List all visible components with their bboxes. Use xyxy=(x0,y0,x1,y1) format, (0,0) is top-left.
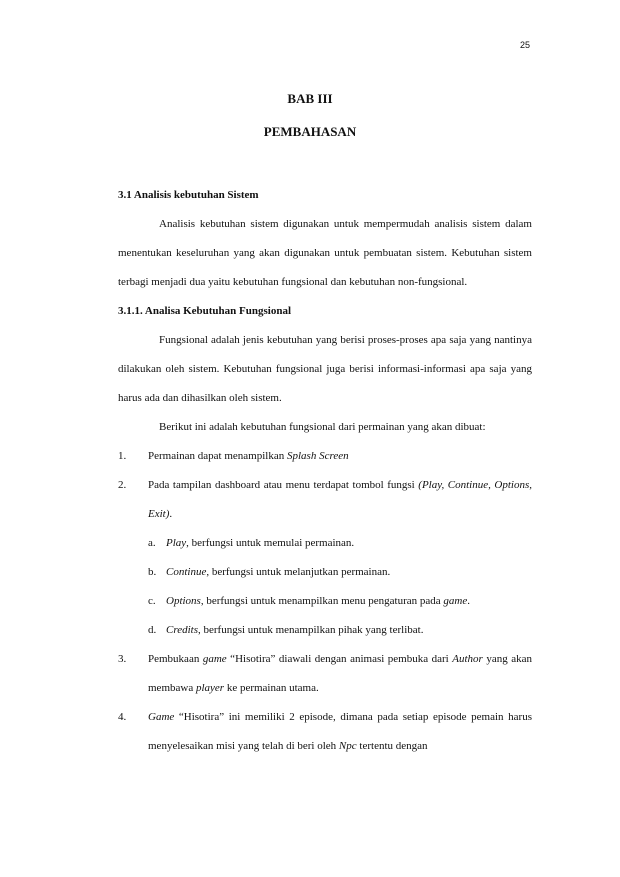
section-paragraph: Analisis kebutuhan sistem digunakan untuk mempermudah analisis sistem dalam menentukan keseluruhan yang akan digunakan untuk pembuatan sistem. Kebutuhan sistem terbagi menjadi dua yaitu kebutuhan fungsional dan kebutuhan non-fungsional. xyxy=(118,218,532,288)
sub-item-a xyxy=(118,529,532,558)
sub-emphasis: Play xyxy=(166,537,187,549)
sub-letter: b. xyxy=(148,566,157,578)
list-emphasis-2: Author xyxy=(452,653,483,665)
list-emphasis: (Play, Continue, Options, Exit) xyxy=(148,479,532,520)
sub-text: , berfungsi untuk melanjutkan permainan. xyxy=(206,566,391,578)
list-item-2 xyxy=(118,471,532,529)
list-text-2: “Hisotira” diawali dengan animasi pembuka dari xyxy=(226,653,453,665)
list-text-1: “Hisotira” ini memiliki 2 episode, dimana pada setiap episode pemain harus menyelesaikan misi yang telah di beri oleh xyxy=(148,711,532,752)
sub-text: , berfungsi untuk menampilkan pihak yang terlibat. xyxy=(198,624,424,636)
list-item-1 xyxy=(118,442,532,471)
list-item-3 xyxy=(118,645,532,703)
subsection-paragraph-2: Berikut ini adalah kebutuhan fungsional dari permainan yang akan dibuat: xyxy=(159,421,486,433)
list-number: 2. xyxy=(118,479,127,491)
chapter-title: PEMBAHASAN xyxy=(263,124,357,139)
list-text: Pada tampilan dashboard atau menu terdapat tombol fungsi xyxy=(148,479,419,491)
page-number: 25 xyxy=(519,40,530,50)
sub-tail: . xyxy=(467,595,470,607)
sub-emphasis: Options xyxy=(166,595,201,607)
list-text-1: Pembukaan xyxy=(148,653,203,665)
sub-item-b xyxy=(118,558,532,587)
body-text xyxy=(118,181,532,761)
chapter-label: BAB III xyxy=(287,91,333,106)
list-number: 1. xyxy=(118,450,127,462)
list-tail: . xyxy=(169,508,173,520)
list-emphasis-1: Game xyxy=(148,711,175,723)
sub-emphasis: Credits xyxy=(166,624,198,636)
sub-emphasis-2: game xyxy=(443,595,468,607)
sub-item-c xyxy=(118,587,532,616)
sub-emphasis: Continue xyxy=(166,566,207,578)
section-heading: 3.1 Analisis kebutuhan Sistem xyxy=(118,189,259,201)
list-emphasis-2: Npc xyxy=(338,740,357,752)
sub-letter: a. xyxy=(148,537,156,549)
list-number: 4. xyxy=(118,711,127,723)
list-number: 3. xyxy=(118,653,127,665)
sub-item-d xyxy=(118,616,532,645)
subsection-heading: 3.1.1. Analisa Kebutuhan Fungsional xyxy=(118,305,292,317)
list-item-4 xyxy=(118,703,532,761)
list-emphasis-3: player xyxy=(195,682,225,694)
list-text-3: yang akan membawa xyxy=(148,653,533,694)
list-text-2: tertentu dengan xyxy=(356,740,428,752)
sub-text: , berfungsi untuk memulai permainan. xyxy=(186,537,355,549)
list-text: Permainan dapat menampilkan xyxy=(148,450,287,462)
subsection-paragraph-1: Fungsional adalah jenis kebutuhan yang berisi proses-proses apa saja yang nantinya dilakukan oleh sistem. Kebutuhan fungsional juga berisi informasi-informasi apa saja yang harus ada dan dihasilkan oleh sistem. xyxy=(118,334,532,404)
list-text-4: ke permainan utama. xyxy=(224,682,319,694)
list-emphasis-1: game xyxy=(202,653,227,665)
sub-text: , berfungsi untuk menampilkan menu pengaturan pada xyxy=(200,595,444,607)
sub-letter: c. xyxy=(148,595,156,607)
sub-letter: d. xyxy=(148,624,157,636)
list-emphasis: Splash Screen xyxy=(286,450,349,462)
